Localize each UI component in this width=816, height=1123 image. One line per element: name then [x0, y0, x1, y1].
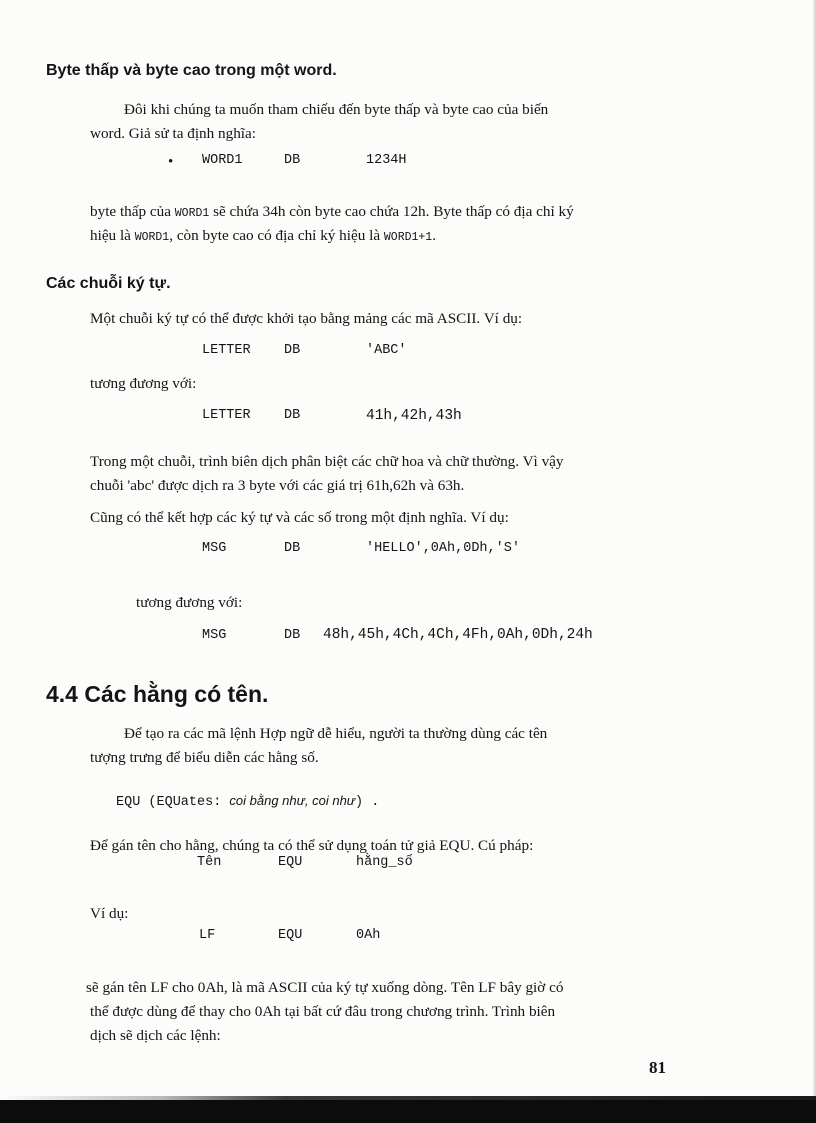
code-name: LF	[199, 928, 216, 943]
code-value: 1234H	[366, 153, 407, 168]
paragraph-line: byte thấp của WORD1 sẽ chứa 34h còn byte cao chứa 12h. Byte thấp có địa chỉ ký	[90, 203, 574, 220]
paragraph-line: thể được dùng để thay cho 0Ah tại bất cứ đâu trong chương trình. Trình biên	[90, 1003, 556, 1020]
paragraph-line: dịch sẽ dịch các lệnh:	[90, 1027, 221, 1044]
equ-definition: EQU (EQUates: coi bằng như, coi như) .	[116, 793, 380, 810]
section-heading-byte: Byte thấp và byte cao trong một word.	[46, 62, 337, 79]
code-directive: DB	[284, 541, 301, 556]
code-name: WORD1	[202, 153, 243, 168]
code-directive: DB	[284, 408, 301, 423]
code-name: MSG	[202, 541, 227, 556]
section-title-4-4	[46, 681, 268, 708]
paragraph-line: chuỗi 'abc' được dịch ra 3 byte với các giá trị 61h,62h và 63h.	[90, 477, 465, 494]
syntax-name: Tên	[197, 855, 222, 870]
code-directive: DB	[284, 153, 301, 168]
paragraph-line: Để tạo ra các mã lệnh Hợp ngữ dễ hiểu, người ta thường dùng các tên	[124, 725, 548, 742]
code-value: 'ABC'	[366, 343, 407, 358]
code-value: 'HELLO',0Ah,0Dh,'S'	[366, 541, 520, 556]
paragraph-line: hiệu là WORD1, còn byte cao có địa chỉ ký hiệu là WORD1+1.	[90, 227, 436, 244]
code-value: 0Ah	[356, 928, 381, 943]
paragraph-line: Một chuỗi ký tự có thể được khởi tạo bằng mảng các mã ASCII. Ví dụ:	[90, 310, 523, 327]
code-value: 48h,45h,4Ch,4Ch,4Fh,0Ah,0Dh,24h	[323, 627, 593, 643]
section-heading-strings: Các chuỗi ký tự.	[46, 275, 171, 292]
page-number: 81	[649, 1058, 666, 1077]
equivalent-label: tương đương với:	[90, 375, 197, 392]
paragraph-line: word. Giả sử ta định nghĩa:	[90, 125, 256, 142]
equivalent-label: tương đương với:	[136, 594, 243, 611]
code-directive: EQU	[278, 928, 303, 943]
code-value: 41h,42h,43h	[366, 408, 462, 424]
section-title-text: Các hằng có tên.	[84, 681, 269, 707]
syntax-directive: EQU	[278, 855, 303, 870]
scan-bottom-edge	[0, 1100, 816, 1123]
paragraph-line: Đôi khi chúng ta muốn tham chiếu đến byte thấp và byte cao của biến	[124, 101, 549, 118]
paragraph-line: Cũng có thể kết hợp các ký tự và các số trong một định nghĩa. Ví dụ:	[90, 509, 509, 526]
bullet: •	[168, 153, 174, 170]
code-name: LETTER	[202, 408, 251, 423]
code-name: LETTER	[202, 343, 251, 358]
paragraph-line: Trong một chuỗi, trình biên dịch phân biệt các chữ hoa và chữ thường. Vì vậy	[90, 453, 564, 470]
paragraph-line: Để gán tên cho hằng, chúng ta có thể sử dụng toán tử giả EQU. Cú pháp:	[90, 837, 534, 854]
section-number: 4.4	[46, 681, 78, 707]
code-name: MSG	[202, 628, 227, 643]
paragraph-line: sẽ gán tên LF cho 0Ah, là mã ASCII của ký tự xuống dòng. Tên LF bây giờ có	[86, 979, 564, 996]
code-directive: DB	[284, 628, 301, 643]
syntax-value: hằng_số	[356, 855, 413, 870]
example-label: Ví dụ:	[90, 905, 129, 922]
paragraph-line: tượng trưng để biểu diễn các hằng số.	[90, 749, 319, 766]
code-directive: DB	[284, 343, 301, 358]
